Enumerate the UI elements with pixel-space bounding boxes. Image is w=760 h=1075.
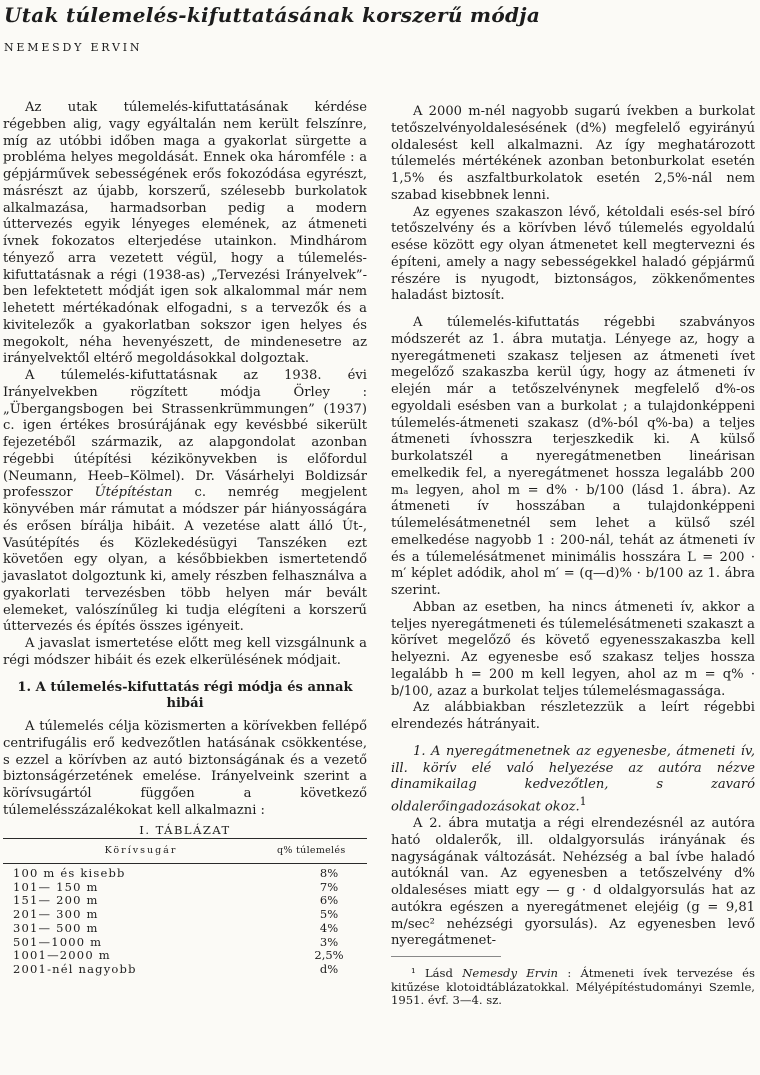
radius-range: 100 m és kisebb [13, 866, 126, 880]
superelevation-percent: 2,5% [314, 948, 344, 963]
right-column [391, 104, 755, 1008]
paragraph: Az utak túlemelés-kifuttatásának kérdése régebben alig, vagy egyáltalán nem került felszínre, míg az utóbbi időben maga a gyakorlat sürgette a probléma helyes megoldását. Ennek oka háromféle : a gépjárművek sebességének erős fokozódása egyrészt, másrészt az újabb, korszerű, szélesebb burkolatok alkalmazása, harmadsorban pedig a modern úttervezés egyik lényeges elemének, az átmeneti ívnek fokozatos elterjedése utainkon. Mindhárom tényező arra vezetett végül, hogy a túlemelés-kifuttatásnak a régi (1938-as) „Tervezési Irányelvek”-ben lefektetett módját igen sok alkalommal már nem lehetett mértékadónak elfogadni, s a tervezők és a kivitelezők a gyakorlatban sokszor igen helyes és megokolt, néha hevenyészett, de mindenesetre az irányelvektől eltérő megoldásokkal dolgoztak. [3, 100, 367, 367]
text-run: A túlemelés-kifuttatásnak az 1938. évi Irányelvekben rögzített módja Örley : „Übergangsbogen bei Strassenkrümmungen” (1937) c. igen értékes brosúrájának egy kevésbbé sikerült fejezetéből származik, az alapgondolat azonban régebbi útépítési kézikönyvekben is előfordul (Neumann, Heeb–Kölmel). Dr. Vásárhelyi Boldizsár professzor [3, 368, 367, 501]
table-row [3, 867, 367, 881]
paragraph [391, 744, 755, 816]
superelevation-percent: 3% [319, 934, 339, 949]
footnote-author: Nemesdy Ervin [462, 966, 559, 981]
text-run: ¹ Lásd [411, 966, 463, 981]
footnote [391, 967, 755, 1008]
paragraph: Az alábbiakban részletezzük a leírt régebbi elrendezés hátrányait. [391, 700, 755, 732]
superelevation-percent: 4% [319, 920, 339, 935]
table-header-superelevation: q% túlemelés [277, 845, 346, 857]
radius-range: 501—1000 m [13, 934, 103, 949]
table-row [3, 922, 367, 936]
table-row [3, 894, 367, 908]
paragraph: A 2. ábra mutatja a régi elrendezésnél az autóra ható oldalerők, ill. oldalgyorsulás irányának és nagyságának változását. Nehézség a bal ívbe haladó autóknál van. Az egyenesben a tetőszelvény d% oldaleséses miatt egy — g · d oldalgyorsulás hat az autókra egészen a nyeregátmenet elejéig (g = 9,81 m/sec² nehézségi gyorsulás). Az egyenesben levő nyeregátmenet- [391, 816, 755, 949]
paragraph: A túlemelés-kifuttatás régebbi szabványos módszerét az 1. ábra mutatja. Lényege az, hogy a nyeregátmeneti szakasz teljesen az átmeneti ívet megelőző szakaszba kerül úgy, hogy az átmeneti ív elején már a tetőszelvénynek megfelelő d%-os egyoldali esésben van a burkolat ; a tulajdonképpeni túlemelés-átmeneti szakasz (d%-ból q%-ba) a teljes átmeneti ívhosszra terjeszkedik ki. A külső burkolatszél a nyeregátmenetben lineárisan emelkedik fel, a nyeregátmenet hossza legalább 200 mₐ legyen, ahol m = d% · b/100 (lásd 1. ábra). Az átmeneti ív hosszában a tulajdonképpeni túlemelésátmenetnél sem lehet a külső szél emelkedése nagyobb 1 : 200-nál, tehát az átmeneti ív és a túlemelésátmenet minimális hosszára L = 200 · m′ képlet adódik, ahol m′ = (q—d)% · b/100 az 1. ábra szerint. [391, 315, 755, 598]
article-title: Utak túlemelés-kifuttatásának korszerű módja [4, 3, 541, 27]
radius-range: 201— 300 m [13, 907, 99, 922]
table-row [3, 936, 367, 950]
paragraph: A túlemelés célja közismerten a körívekben fellépő centrifugális erő kedvezőtlen hatásának csökkentése, s ezzel a körívben az autó biztonságának és a vezető biztonságérzetének emelése. Irányelveink szerint a körívsugártól függően a következő túlemelésszázalékokat kell alkalmazni : [3, 719, 367, 818]
paragraph: A javaslat ismertetése előtt meg kell vizsgálnunk a régi módszer hibáit és ezek elkerülésének módjait. [3, 636, 367, 668]
table-row [3, 963, 367, 977]
radius-range: 101— 150 m [13, 879, 99, 894]
left-column [3, 100, 367, 977]
superelevation-percent: 7% [319, 879, 339, 894]
spacer [391, 734, 755, 744]
spacer [391, 305, 755, 315]
table-body [3, 864, 367, 977]
table-title: I. TÁBLÁZAT [139, 822, 231, 837]
footnote-rule [391, 956, 501, 957]
table-row [3, 881, 367, 895]
table-header [3, 839, 367, 863]
superelevation-percent: 5% [319, 907, 339, 922]
radius-range: 151— 200 m [13, 893, 99, 908]
paragraph: Abban az esetben, ha nincs átmeneti ív, akkor a teljes nyeregátmeneti és túlemelésátmeneti szakaszt a körívet megelőző és követő egyenesszakaszba kell helyezni. Az egyenesbe eső szakasz teljes hossza legalább h = 200 m kell legyen, ahol az m = q% · b/100, azaz a burkolat teljes túlemelésmagassága. [391, 599, 755, 699]
italic-statement: 1. A nyeregátmenetnek az egyenesbe, átmeneti ív, ill. körív elé való helyezése az autóra nézve dinamikailag kedvezőtlen, s zavaró oldalerőingadozásokat okoz. [391, 743, 755, 815]
table-header-radius: Körívsugár [104, 845, 178, 857]
article-author: NEMESDY ERVIN [4, 41, 143, 54]
paragraph [3, 368, 367, 636]
radius-range: 1001—2000 m [13, 948, 111, 963]
paragraph: Az egyenes szakaszon lévő, kétoldali esés-sel bíró tetőszelvény és a körívben lévő túlemelés egyoldalú esése között egy olyan átmenetet kell megtervezni és építeni, amely a nagy sebességekkel haladó gépjármű részére is nyugodt, biztonságos, zökkenőmentes haladást biztosít. [391, 204, 755, 304]
text-run: : Átmeneti ívek tervezése és kitűzése klotoidtáblázatokkal. Mélyépítéstudományi Szemle, 1951. évf. 3—4. sz. [391, 966, 755, 1008]
radius-range: 2001-nél nagyobb [13, 961, 137, 976]
superelevation-percent: 6% [319, 893, 339, 908]
superelevation-percent: 8% [319, 866, 339, 880]
paragraph: A 2000 m-nél nagyobb sugarú ívekben a burkolat tetőszelvényoldalesésének (d%) megfelelő egyirányú oldalesést kell alkalmazni. Az így meghatározott túlemelés mértékének azonban betonburkolat esetén 1,5% és aszfaltburkolatok esetén 2,5%-nál nem szabad kisebbnek lenni. [391, 104, 755, 203]
radius-range: 301— 500 m [13, 920, 99, 935]
superelevation-percent: d% [319, 961, 339, 976]
text-run: c. nemrég megjelent könyvében már rámutat a módszer pár hiányosságára és erősen bírálja hibáit. A vezetése alatt álló Út-, Vasútépítés és Közlekedésügyi Tanszéken ezt követően egy olyan, a későbbiekben ismertetendő javaslatot dolgoztunk ki, amely részben felhasználva a gyakorlati tervezésben több helyen már bevált elemeket, valószínűleg ki tudja elégíteni a korszerű úttervezés és építés összes igényeit. [3, 485, 367, 635]
section-heading: 1. A túlemelés-kifuttatás régi módja és annak hibái [17, 679, 353, 712]
table-row [3, 908, 367, 922]
footnote-marker: 1 [579, 795, 587, 808]
book-title: Útépítéstan [94, 485, 173, 501]
table-row [3, 949, 367, 963]
